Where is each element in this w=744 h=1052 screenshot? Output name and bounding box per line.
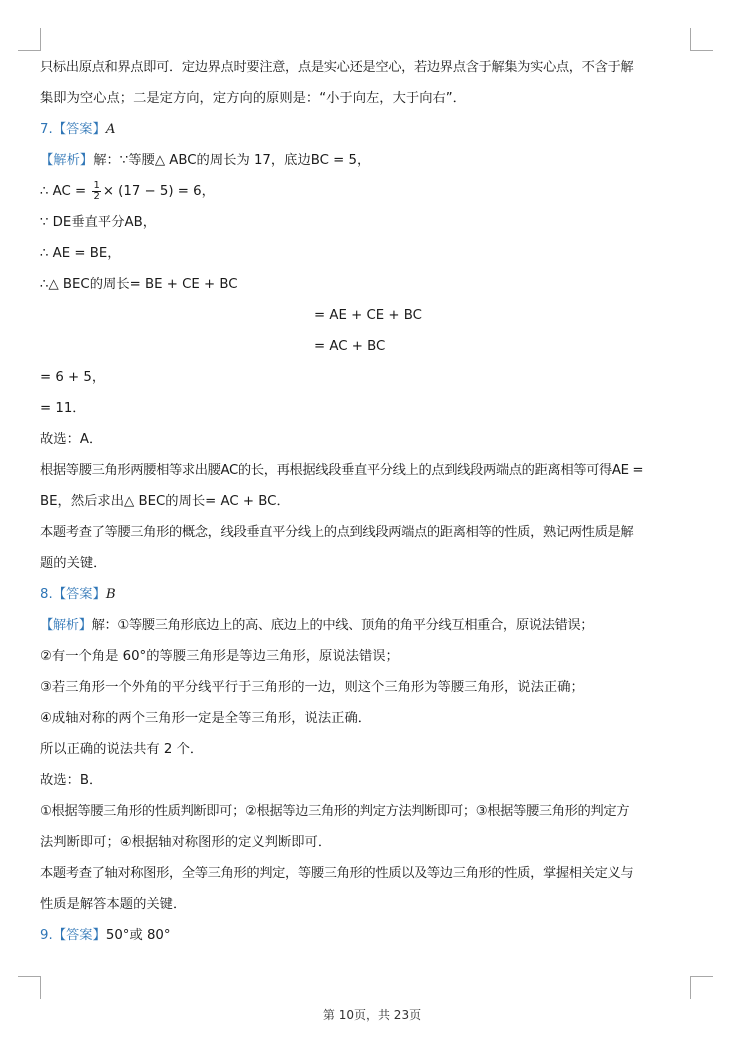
text-line: ①根据等腰三角形的性质判断即可；②根据等边三角形的判定方法判断即可；③根据等腰三角形的判定方 xyxy=(40,804,630,819)
fraction-numerator: 1 xyxy=(93,179,100,191)
text-line: ④成轴对称的两个三角形一定是全等三角形，说法正确． xyxy=(40,711,372,726)
corner-mark-top-left xyxy=(18,28,41,51)
text-line: 故选：A． xyxy=(40,432,103,447)
text-line-indented: = AE + CE + BC xyxy=(314,308,422,323)
text-line: BE，然后求出△ BEC的周长= AC + BC． xyxy=(40,494,290,509)
text-line: 性质是解答本题的关键． xyxy=(40,897,187,912)
answer-value: B xyxy=(105,587,116,602)
page-content xyxy=(40,52,688,951)
fraction xyxy=(92,181,100,202)
analysis-tag: 【解析】 xyxy=(40,618,92,633)
text-line: ②有一个角是 60°的等腰三角形是等边三角形，原说法错误； xyxy=(40,649,399,664)
analysis-text: 解：∵等腰△ ABC的周长为 17，底边BC = 5， xyxy=(93,153,371,168)
answer-value: A xyxy=(105,122,116,137)
analysis-line-q8 xyxy=(40,610,688,641)
fraction-denominator: 2 xyxy=(93,190,100,202)
text-line: 集即为空心点；二是定方向，定方向的原则是：“小于向左，大于向右”． xyxy=(40,91,466,106)
corner-mark-top-right xyxy=(690,28,713,51)
fraction-pre: ∴ AC = xyxy=(40,184,87,199)
answer-tag: 【答案】 xyxy=(52,928,106,943)
text-line: 题的关键． xyxy=(40,556,107,571)
answer-tag: 【答案】 xyxy=(52,122,106,137)
corner-mark-bottom-left xyxy=(18,976,41,999)
answer-line-q9 xyxy=(40,920,688,951)
text-line: = 6 + 5， xyxy=(40,370,106,385)
text-line: 只标出原点和界点即可．定边界点时要注意，点是实心还是空心，若边界点含于解集为实心点，不含于解 xyxy=(40,60,634,75)
text-line: 本题考查了轴对称图形，全等三角形的判定，等腰三角形的性质以及等边三角形的性质，掌握相关定义与 xyxy=(40,866,634,881)
text-line: ∵ DE垂直平分AB， xyxy=(40,215,157,230)
text-line: 所以正确的说法共有 2 个． xyxy=(40,742,204,757)
answer-line-q7 xyxy=(40,114,688,145)
answer-tag: 【答案】 xyxy=(52,587,106,602)
text-line: 故选：B． xyxy=(40,773,103,788)
text-line: 法判断即可；④根据轴对称图形的定义判断即可． xyxy=(40,835,332,850)
question-number: 8. xyxy=(40,587,53,602)
analysis-line-q7 xyxy=(40,145,688,176)
fraction-line xyxy=(40,176,688,207)
text-line: ∴ AE = BE， xyxy=(40,246,121,261)
answer-value: 50°或 80° xyxy=(105,928,171,943)
page-footer: 第 10页，共 23页 xyxy=(322,1008,422,1022)
text-line: 本题考查了等腰三角形的概念，线段垂直平分线上的点到线段两端点的距离相等的性质，熟记两性质是解 xyxy=(40,525,634,540)
text-line: ∴△ BEC的周长= BE + CE + BC xyxy=(40,277,238,292)
question-number: 7. xyxy=(40,122,53,137)
analysis-text: 解：①等腰三角形底边上的高、底边上的中线、顶角的角平分线互相重合，原说法错误； xyxy=(91,618,594,633)
fraction-post: × (17 − 5) = 6， xyxy=(102,184,215,199)
question-number: 9. xyxy=(40,928,53,943)
corner-mark-bottom-right xyxy=(690,976,713,999)
text-line-indented: = AC + BC xyxy=(314,339,386,354)
text-line: ③若三角形一个外角的平分线平行于三角形的一边，则这个三角形为等腰三角形，说法正确； xyxy=(40,680,584,695)
text-line: = 11． xyxy=(40,401,86,416)
text-line: 根据等腰三角形两腰相等求出腰AC的长，再根据线段垂直平分线上的点到线段两端点的距离相等可得AE = xyxy=(40,463,644,478)
answer-line-q8 xyxy=(40,579,688,610)
analysis-tag: 【解析】 xyxy=(40,153,94,168)
